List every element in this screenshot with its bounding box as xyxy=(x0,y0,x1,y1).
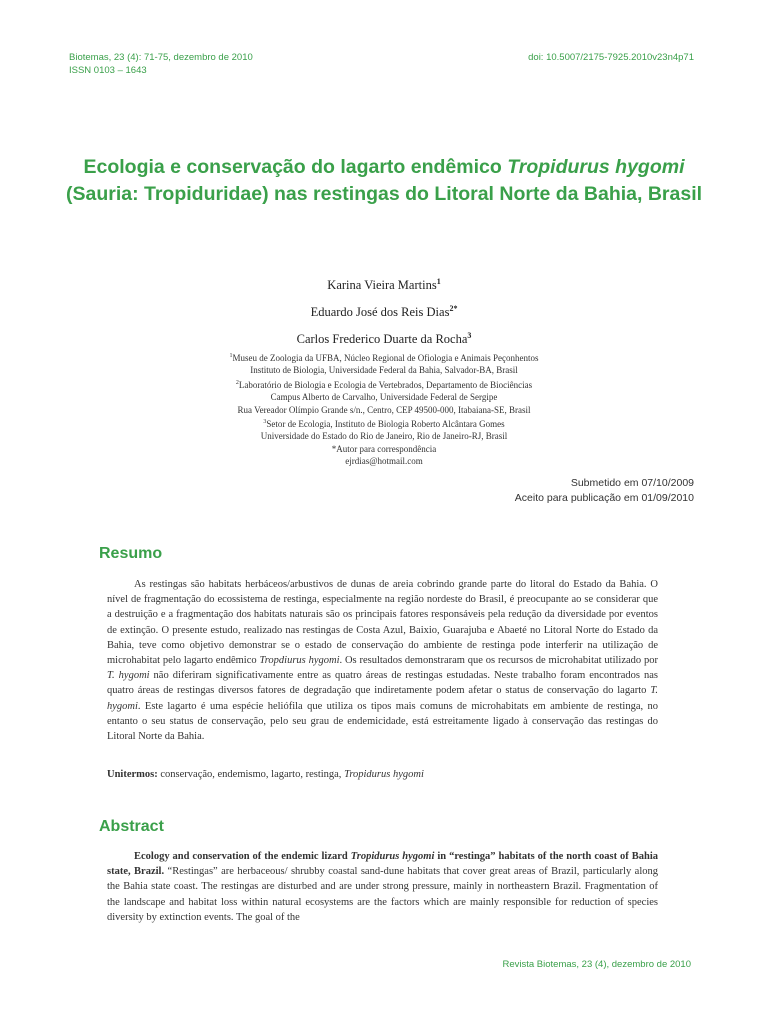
submission-dates xyxy=(515,476,694,506)
resumo-paragraph: As restingas são habitats herbáceos/arbustivos de dunas de areia cobrindo grande parte do litoral do Estado da Bahia. O nível de fragmentação do ecossistema de restinga, especialmente na região nordeste do Brasil, é preocupante ao se considerar que a destruição e a fragmentação dos habitats naturais são os principais fatores responsáveis pela redução da diversidade por eventos de extinção. O presente estudo, realizado nas restingas de Costa Azul, Baixio, Guarajuba e Abaeté no Litoral Norte do Estado da Bahia, teve como objetivo demonstrar se o estado de conservação do ambiente de restinga pode interferir na utilização de microhabitat pelo lagarto endêmico Tropdiurus hygomi. Os resultados demonstraram que os recursos de microhabitat utilizado por T. hygomi não diferiram significativamente entre as quatro áreas de restingas estudadas. Neste trabalho foram encontrados nas quatro áreas de restingas diversos fatores de degradação que indiretamente podem afetar o status de conservação do lagarto T. hygomi. Este lagarto é uma espécie heliófila que utiliza os tipos mais comuns de microhabitats em ambiente de restinga, no entanto o seu status de conservação, pelo seu grau de endemicidade, está estreitamente ligado à conservação das restingas do Litoral Norte da Bahia. xyxy=(107,579,659,743)
affiliation-line: Universidade do Estado do Rio de Janeiro, Rio de Janeiro-RJ, Brasil xyxy=(260,431,508,442)
affiliation-line: Rua Vereador Olímpio Grande s/n., Centro, CEP 49500-000, Itabaiana-SE, Brasil xyxy=(237,404,531,415)
affiliation-line: $^2$Laboratório de Biologia e Ecologia de Vertebrados, Departamento de Biociências xyxy=(235,379,533,390)
affiliation-line: $^1$Museu de Zoologia da UFBA, Núcleo Regional de Ofiologia e Animais Peçonhentos xyxy=(229,353,539,363)
contact-email[interactable]: ejrdias@hotmail.com xyxy=(345,456,423,467)
author: Carlos Frederico Duarte da Rocha$^3$ xyxy=(296,331,472,347)
doi[interactable]: doi: 10.5007/2175-7925.2010v23n4p71 xyxy=(528,52,694,63)
affiliation-line: $^3$Setor de Ecologia, Instituto de Biologia Roberto Alcântara Gomes xyxy=(263,419,505,430)
affiliation-line: Instituto de Biologia, Universidade Federal da Bahia, Salvador-BA, Brasil xyxy=(250,365,518,376)
resumo-heading: Resumo xyxy=(99,545,163,562)
accepted-date: Aceito para publicação em 01/09/2010 xyxy=(514,492,694,504)
abstract-body xyxy=(107,849,658,925)
page-footer: Revista Biotemas, 23 (4), dezembro de 2010 xyxy=(502,959,691,970)
author: Eduardo José dos Reis Dias$^{2*}$ xyxy=(310,304,458,320)
author-list xyxy=(0,270,768,351)
title-part1: Ecologia e conservação do lagarto endêmico xyxy=(83,156,508,178)
author: Karina Vieira Martins$^1$ xyxy=(327,277,441,293)
keywords-label: Unitermos: xyxy=(107,769,158,780)
title-species: Tropidurus hygomi xyxy=(507,156,685,178)
corresponding-author-note: *Autor para correspondência xyxy=(331,443,437,454)
title-part2: (Sauria: Tropiduridae) nas restingas do Litoral Norte da Bahia, Brasil xyxy=(65,183,703,205)
journal-citation: Biotemas, 23 (4): 71-75, dezembro de 2010 xyxy=(69,52,253,63)
affiliations xyxy=(0,350,768,468)
submitted-date: Submetido em 07/10/2009 xyxy=(570,477,694,489)
article-title xyxy=(60,154,708,208)
resumo-body xyxy=(107,577,658,744)
journal-citation-header xyxy=(69,51,253,77)
keywords: Unitermos: conservação, endemismo, lagarto, restinga, Tropidurus hygomi xyxy=(107,769,424,780)
abstract-heading: Abstract xyxy=(99,818,164,835)
affiliation-line: Campus Alberto de Carvalho, Universidade Federal de Sergipe xyxy=(270,392,498,403)
abstract-paragraph: Ecology and conservation of the endemic lizard Tropidurus hygomi in “restinga” habitats of the north coast of Bahia state, Brazil. “Restingas” are herbaceous/ shrubby coastal sand-dune habitats that cover great areas of Brazil, particularly along the Bahia state coast. The restingas are disturbed and are under strong pressure, mainly in northeastern Brazil. Fragmentation of the landscape and habitat loss within natural ecosystems are the factors which are mainly responsible for reduction of species diversity by extinction events. The goal of the xyxy=(107,851,659,923)
issn: ISSN 0103 – 1643 xyxy=(69,65,147,76)
